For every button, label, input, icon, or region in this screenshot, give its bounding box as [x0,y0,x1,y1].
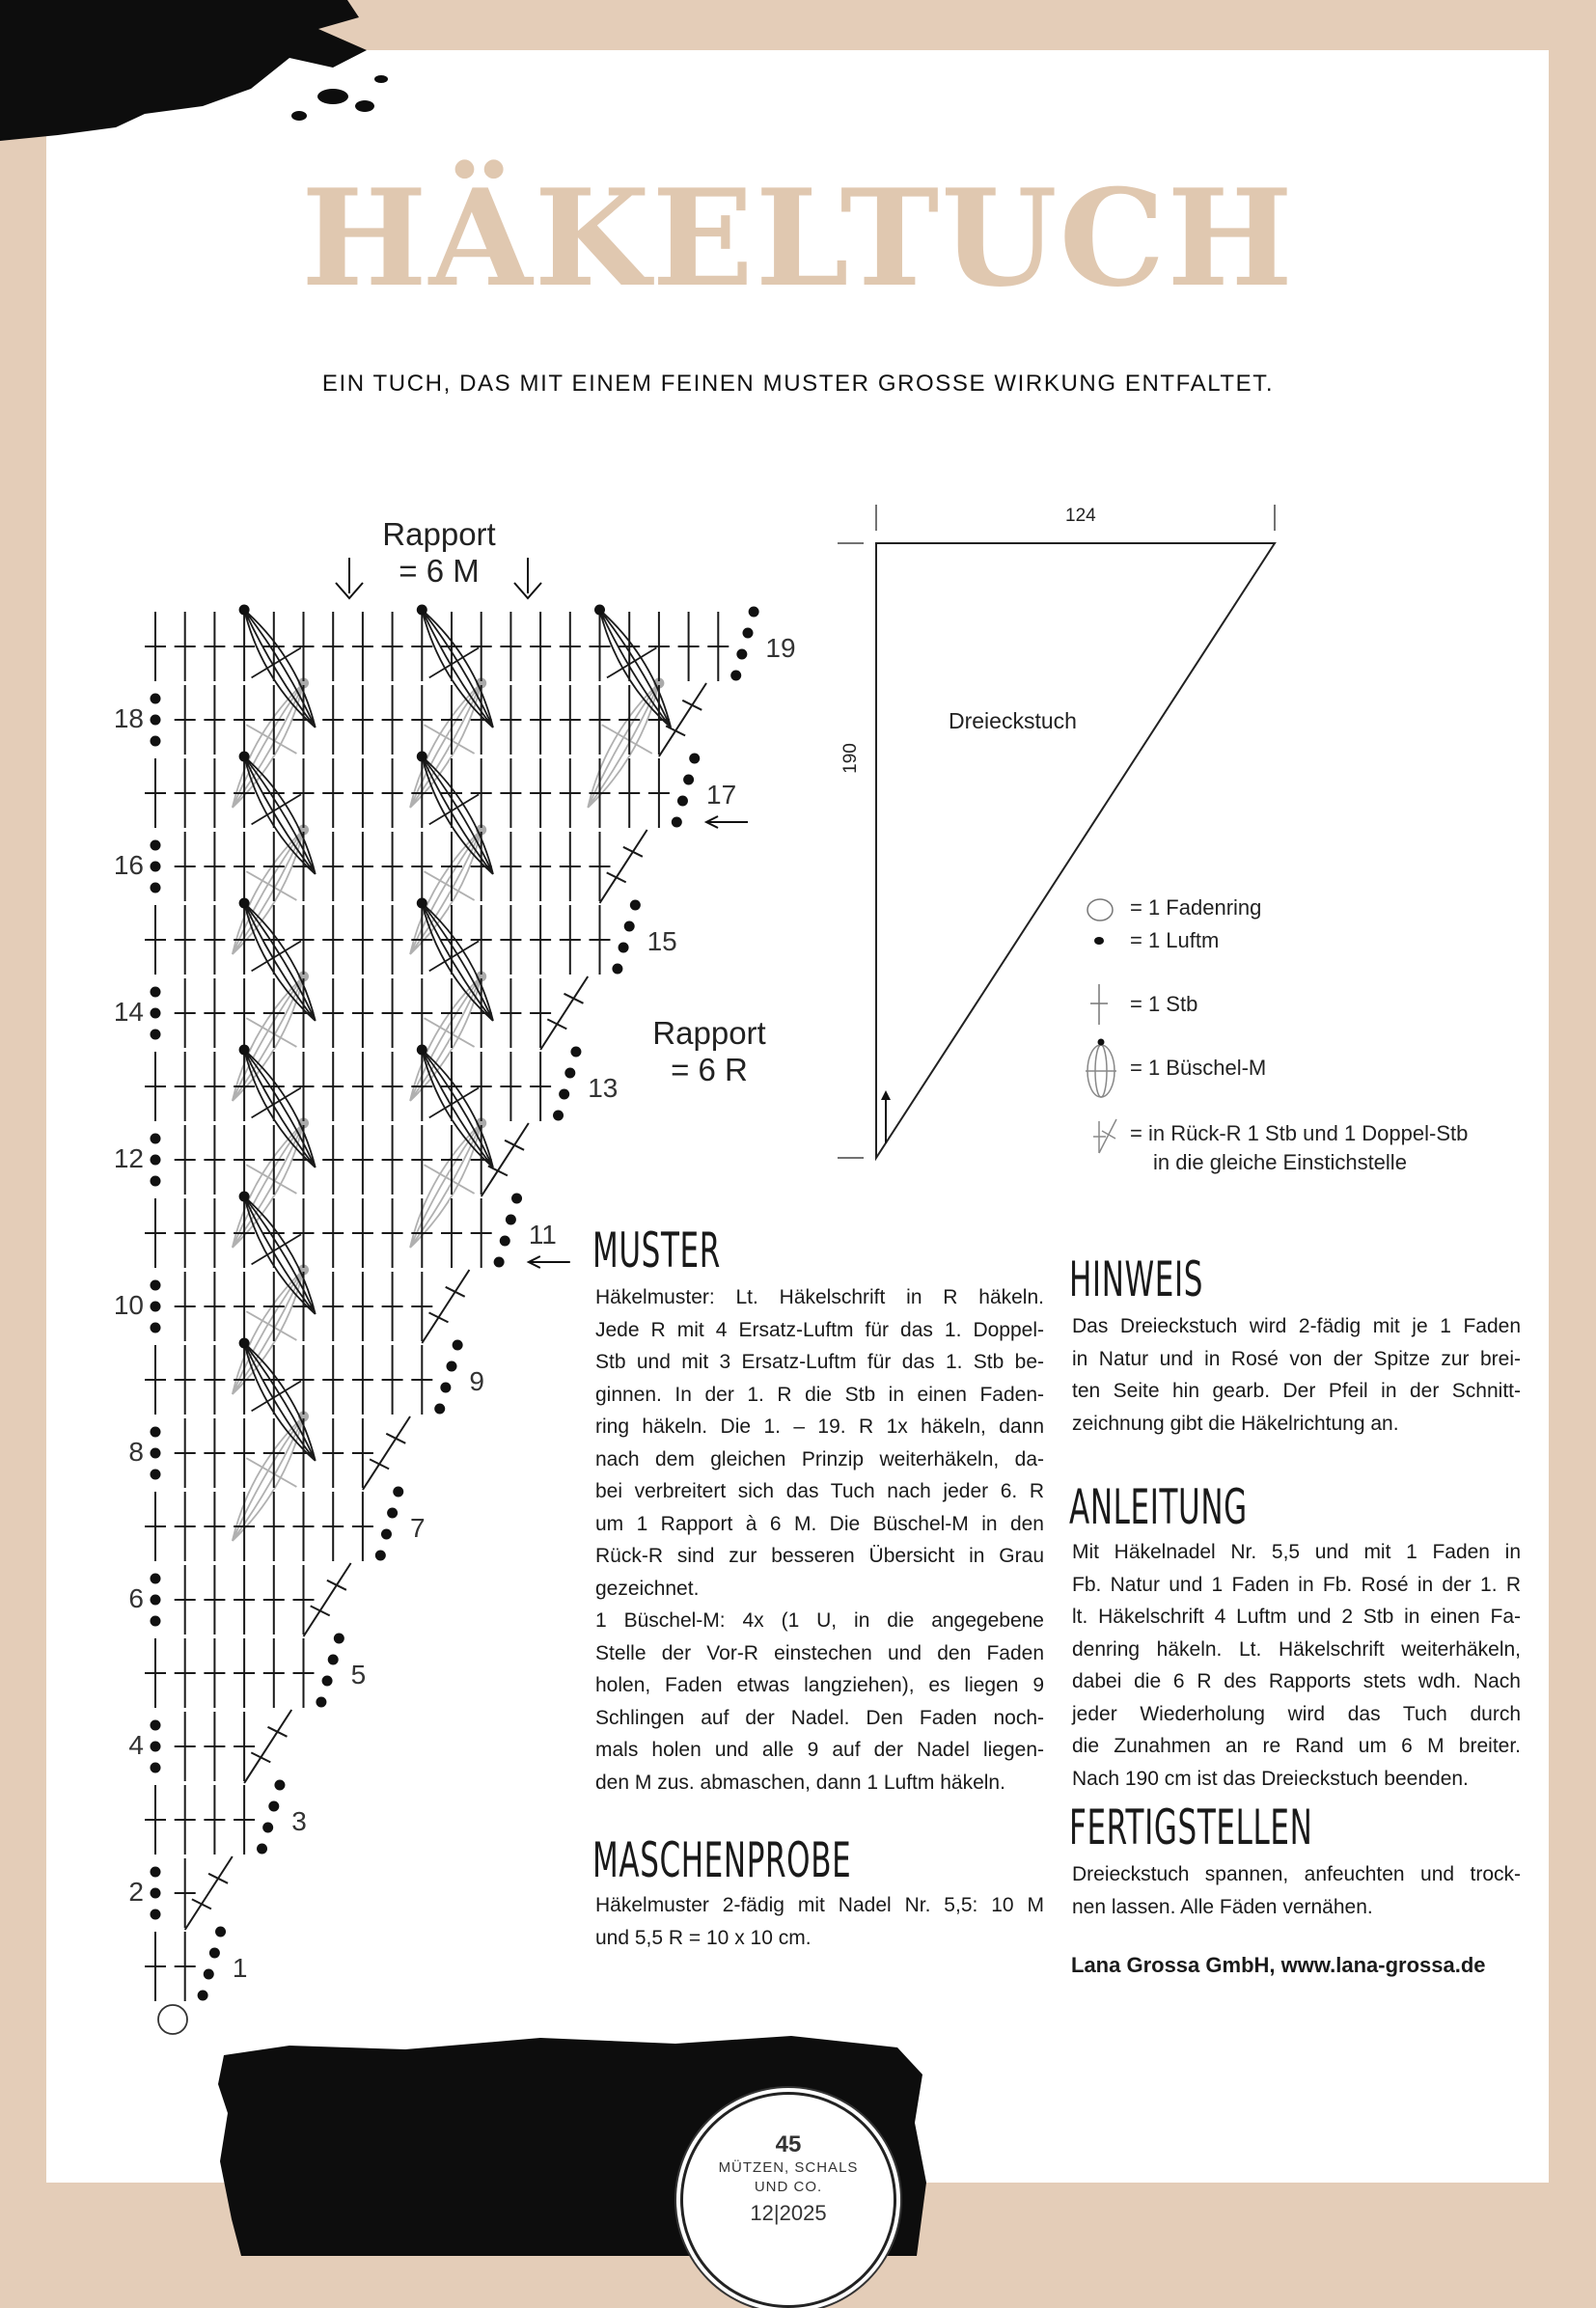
row-label: 10 [113,1290,144,1320]
text-line: Häkelmuster 2-fädig mit Nadel Nr. 5,5: 10 M [595,1894,1044,1916]
row-label: 1 [232,1953,248,1983]
legend-text: = 1 Stb [1130,992,1198,1016]
rapport-m-title: Rapport [382,516,496,552]
height-label: 190 [839,743,861,774]
row-label: 13 [588,1073,619,1103]
text-line: gezeichnet. [595,1577,700,1600]
row-label: 18 [113,703,144,733]
text-line: nen lassen. Alle Fäden vernähen. [1072,1895,1373,1918]
legend-text: = 1 Luftm [1130,928,1220,952]
hinweis-heading: HINWEIS [1069,1251,1204,1307]
ring-icon [1087,899,1113,920]
text-line: die Zunahmen an re Rand um 6 M breiter. [1072,1735,1521,1757]
text-line: jeder Wiederholung wird das Tuch durch [1072,1702,1521,1725]
text-line: lt. Häkelschrift 4 Luftm und 2 Stb in einen Fa- [1072,1606,1521,1628]
anleitung-body [1072,1536,1521,1795]
text-line: um 1 Rapport à 6 M. Die Büschel-M in den [595,1512,1044,1535]
text-line: dabei die 6 R des Rapports stets wdh. Nach [1072,1670,1521,1692]
row-label: 2 [128,1877,144,1907]
page-title: HÄKELTUCH [301,159,1295,316]
legend-text: = 1 Fadenring [1130,895,1262,920]
text-line: Stelle der Vor-R einstechen und den Faden [595,1641,1044,1664]
publisher-credit: Lana Grossa GmbH, www.lana-grossa.de [1071,1953,1486,1977]
muster-heading: MUSTER [592,1223,721,1278]
text-line: ring häkeln. Die 1. – 19. R 1x häkeln, dann [595,1415,1044,1438]
text-line: nach dem gleichen Prinzip weiterhäkeln, da- [595,1447,1044,1470]
text-line: zeichnung gibt die Häkelrichtung an. [1072,1412,1399,1435]
row-label: 3 [291,1806,307,1836]
row-label: 6 [128,1583,144,1613]
legend-item [1130,928,1219,953]
text-line: Schlingen auf der Nadel. Den Faden noch- [595,1706,1044,1729]
text-line: Fb. Natur und 1 Faden in Fb. Rosé in der 1. R [1072,1573,1521,1596]
text-line: Rück-R sind zur besseren Übersicht in Grau [595,1545,1044,1567]
text-line: holen, Faden etwas langziehen), es liegen 9 [595,1674,1044,1696]
row-label: 5 [350,1660,367,1690]
text-line: Nach 190 cm ist das Dreieckstuch beenden. [1072,1767,1469,1790]
text-line: Dreieckstuch spannen, anfeuchten und trock- [1072,1863,1521,1885]
legend-item [1130,992,1197,1017]
row-label: 7 [410,1513,426,1543]
text-line: 1 Büschel-M: 4x (1 U, in die angegebene [595,1609,1044,1632]
rapport-r-title: Rapport [652,1015,766,1051]
stitch-icon [1090,984,1108,1025]
row-label: 15 [647,926,677,956]
row-label: 12 [113,1143,144,1173]
text-line: ginnen. In der 1. R die Stb in einen Faden- [595,1383,1044,1406]
magazine-title-line2: UND CO. [754,2179,823,2195]
row-label: 17 [706,780,737,810]
rapport-r-value: = 6 R [671,1052,748,1087]
row-label: 19 [765,633,796,663]
magazine-title-line1: MÜTZEN, SCHALS [718,2159,859,2176]
text-line: denring häkeln. Lt. Häkelschrift weiterhäkeln, [1072,1637,1521,1661]
row-label: 14 [113,997,144,1027]
muster-body [595,1281,1044,1799]
text-line: ten Seite hin gearb. Der Pfeil in der Schnitt- [1072,1380,1521,1402]
legend-text: = in Rück-R 1 Stb und 1 Doppel-Stb [1130,1121,1469,1145]
width-label: 124 [1065,506,1096,526]
text-line: den M zus. abmaschen, dann 1 Luftm häkeln. [595,1771,1005,1794]
legend-text: in die gleiche Einstichstelle [1153,1150,1407,1174]
text-line: Jede R mit 4 Ersatz-Luftm für das 1. Doppel- [595,1318,1044,1341]
fertigstellen-heading: FERTIGSTELLEN [1069,1800,1313,1855]
legend-text: = 1 Büschel-M [1130,1056,1267,1080]
shape-label: Dreieckstuch [949,708,1077,733]
text-line: mals holen und alle 9 auf der Nadel liegen- [595,1739,1044,1761]
hinweis-body [1072,1310,1521,1440]
legend-item [1130,895,1261,920]
rapport-m-value: = 6 M [399,553,480,589]
legend-item [1130,1056,1266,1081]
row-label: 4 [128,1730,144,1760]
text-line: Häkelmuster: Lt. Häkelschrift in R häkeln. [595,1286,1044,1308]
row-label: 11 [528,1220,557,1250]
text-line: bei verbreitert sich das Tuch nach jeder 6. R [595,1480,1044,1502]
fertigstellen-body [1072,1858,1521,1923]
text-line: Stb und mit 3 Ersatz-Luftm für das 1. Stb be- [595,1351,1044,1373]
text-line: Das Dreieckstuch wird 2-fädig mit je 1 Faden [1072,1315,1521,1337]
issue-date: 12|2025 [750,2201,827,2225]
maschenprobe-heading: MASCHENPROBE [592,1832,852,1888]
chain-dot-icon [1094,937,1104,945]
text-line: Mit Häkelnadel Nr. 5,5 und mit 1 Faden in [1072,1541,1521,1563]
text-line: und 5,5 R = 10 x 10 cm. [595,1926,812,1949]
cluster-icon [1086,1045,1116,1097]
v-stitch-icon [1093,1119,1116,1153]
page-number: 45 [775,2131,802,2157]
maschenprobe-body [595,1889,1044,1954]
text-line: in Natur und in Rosé von der Spitze zur brei- [1072,1347,1521,1370]
row-label: 9 [469,1366,484,1396]
page-badge [680,2092,896,2308]
legend-item [1130,1121,1468,1175]
anleitung-heading: ANLEITUNG [1069,1479,1248,1535]
row-label: 8 [128,1437,144,1467]
page-subtitle: EIN TUCH, DAS MIT EINEM FEINEN MUSTER GROSSE WIRKUNG ENTFALTET. [321,371,1275,397]
row-label: 16 [113,850,144,880]
